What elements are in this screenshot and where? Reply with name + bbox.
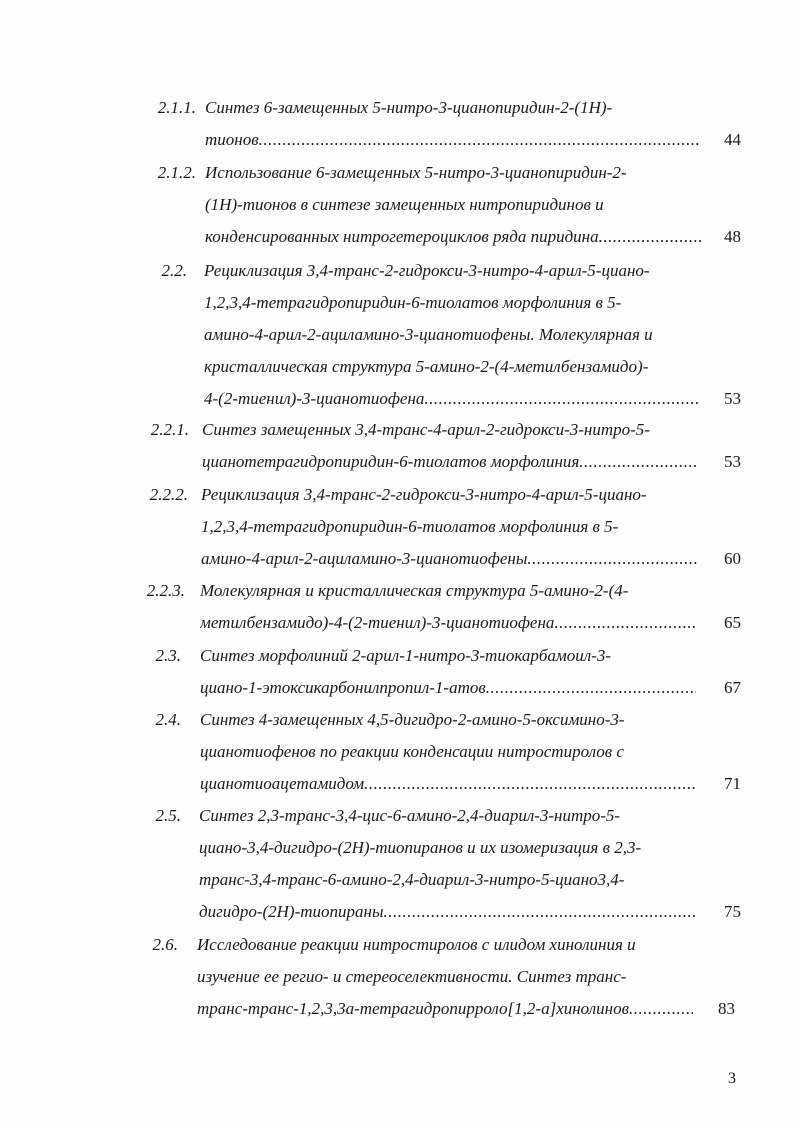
section-number: 2.2.1. [150,420,189,439]
section-title [201,479,697,575]
dot-leader [554,607,696,639]
section-title-line: 1,2,3,4-тетрагидропиридин-6-тиолатов морфолиния в 5- [204,293,622,312]
section-number: 2.6. [152,935,178,954]
page-ref: 67 [724,678,741,697]
section-number: 2.4. [155,710,181,729]
section-title-line: Исследование реакции нитростиролов с илидом хинолиния и [197,935,636,954]
section-number: 2.3. [155,646,181,665]
section-title-last-line: метилбензамидо)-4-(2-тиенил)-3-цианотиофена ..... [200,607,696,639]
section-title-line: Синтез 4-замещенных 4,5-дигидро-2-амино-5-оксимино-3- [200,710,625,729]
page-ref: 75 [724,902,741,921]
page-ref: 83 [718,999,735,1018]
section-number: 2.2.2. [149,485,188,504]
section-title-last-line: циано-1-этоксикарбонилпропил-1-атов ..... [200,672,696,704]
section-title-line: Использование 6-замещенных 5-нитро-3-цианопиридин-2- [205,163,627,182]
section-title-line: Молекулярная и кристаллическая структура 5-амино-2-(4- [200,581,629,600]
section-title [199,800,695,928]
section-title-line: цианотиофенов по реакции конденсации нитростиролов с [200,742,624,761]
page-ref: 53 [724,389,741,408]
page-number: 3 [728,1070,736,1087]
section-number: 2.2. [161,261,187,280]
dot-leader [629,993,693,1025]
section-title-last-line: дигидро-(2Н)-тиопираны ..... [199,896,695,928]
section-title-line: Синтез 6-замещенных 5-нитро-3-цианопиридин-2-(1Н)- [205,98,613,117]
dot-leader [364,768,696,800]
section-title-line: Синтез замещенных 3,4-транс-4-арил-2-гидрокси-3-нитро-5- [202,420,650,439]
section-title [205,92,701,156]
page-ref: 65 [724,613,741,632]
dot-leader [383,896,695,928]
section-title [205,157,701,253]
section-title-last-line: цианотетрагидропиридин-6-тиолатов морфолиния ..... [202,446,698,478]
dot-leader [424,383,700,415]
page-ref: 44 [724,130,741,149]
section-title [197,929,693,1025]
section-title [200,640,696,704]
section-number: 2.1.2. [157,163,196,182]
section-title-line: транс-3,4-транс-6-амино-2,4-диарил-3-нитро-5-циано3,4- [199,870,625,889]
page-ref: 60 [724,549,741,568]
section-title [200,575,696,639]
page-ref: 71 [724,774,741,793]
section-title [200,704,696,800]
section-title [202,414,698,478]
section-number: 2.1.1. [157,98,196,117]
section-number: 2.5. [155,806,181,825]
section-title-line: (1Н)-тионов в синтезе замещенных нитропиридинов и [205,195,604,214]
section-title-line: 1,2,3,4-тетрагидропиридин-6-тиолатов морфолиния в 5- [201,517,619,536]
section-title-last-line: транс-транс-1,2,3,3а-тетрагидропирроло[1,2-а]хинолинов ..... [197,993,693,1025]
section-title-line: Синтез морфолиний 2-арил-1-нитро-3-тиокарбамоил-3- [200,646,611,665]
section-title-last-line: конденсированных нитрогетероциклов ряда пиридина ..... [205,221,701,253]
section-title-line: амино-4-арил-2-ациламино-3-цианотиофены. Молекулярная и [204,325,653,344]
section-number: 2.2.3. [146,581,185,600]
dot-leader [527,543,697,575]
dot-leader [259,124,701,156]
dot-leader [599,221,701,253]
section-title-line: Рециклизация 3,4-транс-2-гидрокси-3-нитро-4-арил-5-циано- [204,261,650,280]
dot-leader [579,446,698,478]
section-title [204,255,700,415]
section-title-last-line: 4-(2-тиенил)-3-цианотиофена ..... [204,383,700,415]
section-title-last-line: тионов ..... [205,124,701,156]
section-title-line: циано-3,4-дигидро-(2Н)-тиопиранов и их изомеризация в 2,3- [199,838,642,857]
section-title-last-line: цианотиоацетамидом ..... [200,768,696,800]
section-title-line: кристаллическая структура 5-амино-2-(4-метилбензамидо)- [204,357,649,376]
section-title-last-line: амино-4-арил-2-ациламино-3-цианотиофены ..... [201,543,697,575]
page-ref: 48 [724,227,741,246]
section-title-line: Синтез 2,3-транс-3,4-цис-6-амино-2,4-диарил-3-нитро-5- [199,806,621,825]
page-ref: 53 [724,452,741,471]
section-title-line: Рециклизация 3,4-транс-2-гидрокси-3-нитро-4-арил-5-циано- [201,485,647,504]
section-title-line: изучение ее регио- и стереоселективности. Синтез транс- [197,967,627,986]
dot-leader [486,672,696,704]
